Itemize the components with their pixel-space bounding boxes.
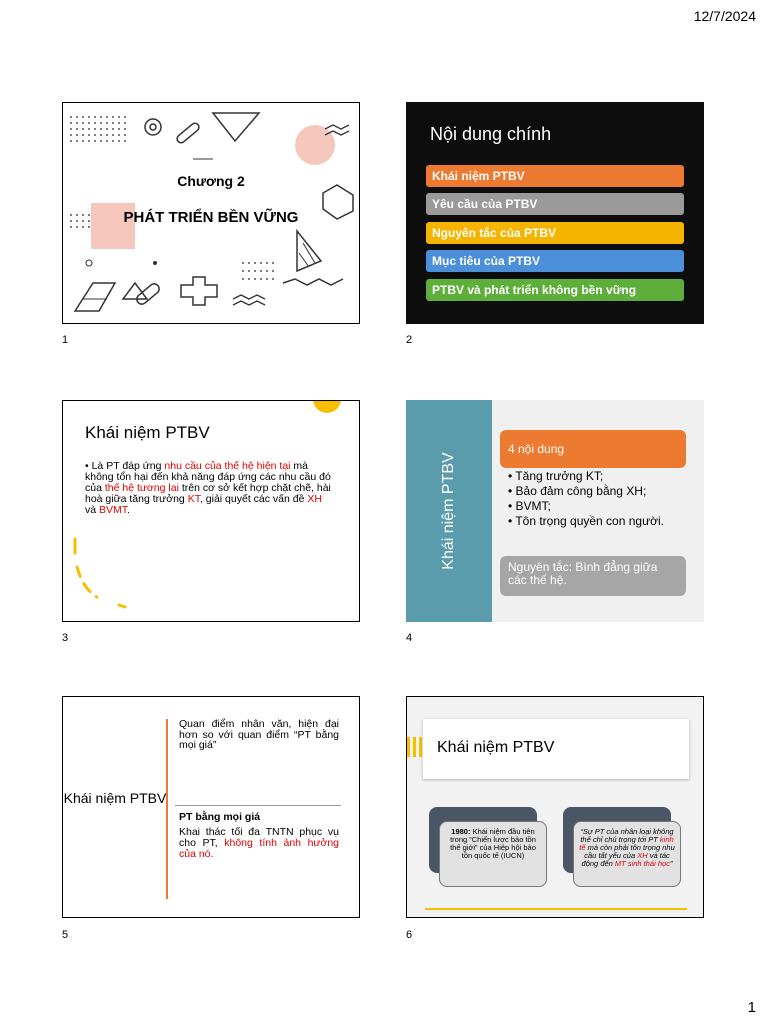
slide-6 xyxy=(406,696,704,918)
slide-5-number: 5 xyxy=(62,929,69,941)
slide-4-principle: Nguyên tắc: Bình đẳng giữa các thế hệ. xyxy=(500,556,686,596)
slide-4-number: 4 xyxy=(406,632,413,644)
slide-1 xyxy=(62,102,360,324)
slide-6-box-1980: 1980: Khái niệm đầu tiên trong “Chiến lược bảo tồn thế giới” của Hiệp hội bảo tồn quốc tế (IUCN) xyxy=(439,821,547,887)
slide-3-number: 3 xyxy=(62,632,69,644)
agenda-item-5: PTBV và phát triển không bền vững xyxy=(426,279,684,301)
slide-4 xyxy=(406,400,704,622)
slide-3-heading: Khái niệm PTBV xyxy=(85,423,210,442)
slide-2-number: 2 xyxy=(406,334,413,346)
slide-5-top-text: Quan điểm nhân văn, hiện đại hơn so với quan điểm “PT bằng mọi giá” xyxy=(179,718,339,751)
slide-2 xyxy=(406,102,704,324)
slide-5-bottom-text: Khai thác tối đa TNTN phục vụ cho PT, không tính ảnh hưởng của nó. xyxy=(179,826,340,860)
list-item: • Tôn trọng quyền con người. xyxy=(508,514,664,528)
print-date: 12/7/2024 xyxy=(693,8,756,24)
list-item: • Tăng trưởng KT; xyxy=(508,469,604,483)
agenda-item-1: Khái niệm PTBV xyxy=(426,165,684,187)
slide-5-bottom-heading: PT bằng mọi giá xyxy=(179,811,261,823)
slide-6-box-quote: “Sự PT của nhân loại không thể chỉ chú trọng tới PT kinh tế mà còn phải tôn trọng nhu cầu tất yếu của XH và tác động đến MT sinh thái học” xyxy=(573,821,681,887)
slide-4-side-title: Khái niệm PTBV xyxy=(440,452,457,570)
list-item: • Bảo đảm công bằng XH; xyxy=(508,484,647,498)
agenda-item-2: Yêu cầu của PTBV xyxy=(426,193,684,215)
slide-4-sidebar xyxy=(406,400,492,622)
slide-3-definition: • Là PT đáp ứng nhu cầu của thế hệ hiện tại mà không tổn hại đến khả năng đáp ứng các nhu cầu đó của thế hệ tương lai trên cơ sở kết hợp chặt chẽ, hài hoà giữa tăng trưởng KT, giải quyết các vấn đề XH và BVMT. xyxy=(85,460,331,516)
divider xyxy=(175,805,341,806)
agenda-item-3: Nguyên tắc của PTBV xyxy=(426,222,684,244)
slide-5 xyxy=(62,696,360,918)
slide-2-heading: Nội dung chính xyxy=(430,124,552,144)
slide-3 xyxy=(62,400,360,622)
agenda-item-4: Mục tiêu của PTBV xyxy=(426,250,684,272)
slide-6-heading: Khái niệm PTBV xyxy=(437,739,555,756)
slide-1-number: 1 xyxy=(62,334,69,346)
slide-5-left-label: Khái niệm PTBV xyxy=(63,790,167,806)
page-number: 1 xyxy=(747,999,756,1016)
slide-1-chapter: Chương 2 xyxy=(177,173,245,189)
slide-4-list xyxy=(506,470,686,530)
list-item: • BVMT; xyxy=(508,499,551,513)
slide-4-box-title: 4 nội dung xyxy=(500,430,686,468)
slide-1-title: PHÁT TRIỂN BỀN VỮNG xyxy=(123,209,299,226)
slide-6-number: 6 xyxy=(406,929,413,941)
